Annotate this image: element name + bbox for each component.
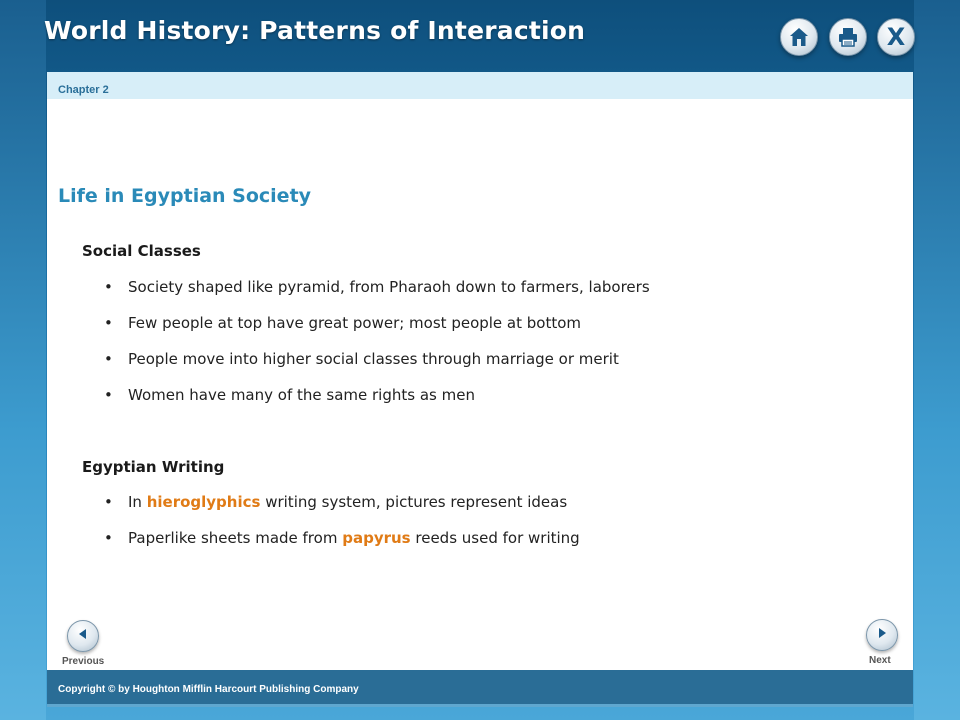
list-item: • Society shaped like pyramid, from Pharaoh down to farmers, laborers: [104, 278, 650, 296]
print-button[interactable]: [829, 18, 867, 56]
section-heading-social-classes: Social Classes: [82, 242, 201, 260]
footer: [47, 670, 913, 704]
left-edge-glow: [0, 0, 46, 720]
chapter-bar: [47, 72, 913, 99]
list-item: • People move into higher social classes through marriage or merit: [104, 350, 619, 368]
close-icon: X: [886, 23, 906, 51]
bullet-dot: •: [104, 314, 113, 332]
bullet-dot: •: [104, 386, 113, 404]
key-term-hieroglyphics[interactable]: hieroglyphics: [146, 493, 261, 511]
list-item: • Women have many of the same rights as men: [104, 386, 475, 404]
list-item: • Few people at top have great power; most people at bottom: [104, 314, 582, 332]
section-heading-egyptian-writing: Egyptian Writing: [82, 458, 225, 476]
slide-content: [47, 99, 913, 670]
arrow-right-icon: [875, 626, 889, 645]
right-edge-glow: [914, 0, 960, 720]
close-button[interactable]: [877, 18, 915, 56]
next-label[interactable]: Next: [869, 655, 891, 666]
previous-button[interactable]: [67, 620, 99, 652]
key-term-papyrus[interactable]: papyrus: [342, 529, 411, 547]
list-item: • Paperlike sheets made from papyrus reeds used for writing: [104, 529, 580, 547]
footer-divider: [47, 704, 913, 707]
bullet-dot: •: [104, 493, 113, 511]
next-button[interactable]: [866, 619, 898, 651]
list-item: • In hieroglyphics writing system, pictures represent ideas: [104, 493, 568, 511]
home-button[interactable]: [780, 18, 818, 56]
arrow-left-icon: [76, 627, 90, 646]
bullet-dot: •: [104, 350, 113, 368]
home-icon: [788, 26, 810, 48]
bullet-dot: •: [104, 278, 113, 296]
chapter-label: Chapter 2: [58, 84, 109, 96]
print-icon: [837, 26, 859, 48]
copyright-text: Copyright © by Houghton Mifflin Harcourt Publishing Company: [58, 684, 359, 695]
bullet-dot: •: [104, 529, 113, 547]
app-title: World History: Patterns of Interaction: [44, 16, 586, 45]
slide-title: Life in Egyptian Society: [58, 185, 312, 207]
previous-label[interactable]: Previous: [62, 656, 105, 667]
